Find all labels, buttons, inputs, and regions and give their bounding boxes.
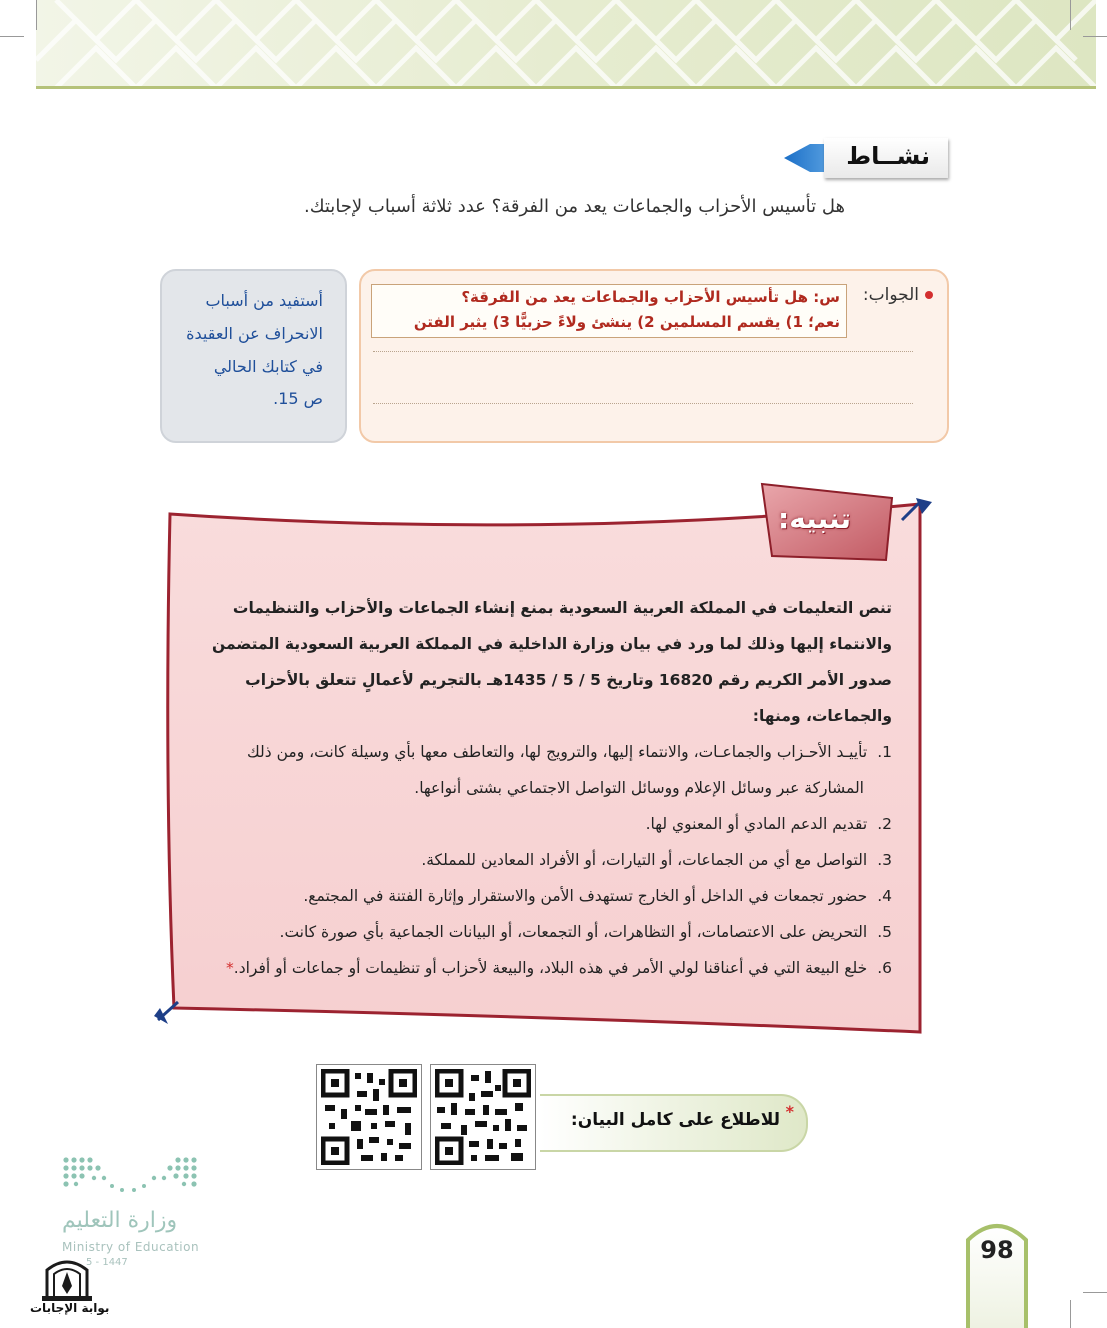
warning-panel xyxy=(150,480,940,1040)
side-note-line: أستفيد من أسباب xyxy=(205,291,323,310)
ministry-name-arabic: وزارة التعليم xyxy=(62,1208,178,1233)
answer-box xyxy=(359,269,949,443)
warning-intro: تنص التعليمات في المملكة العربية السعودية بمنع إنشاء الجماعات والأحزاب والتنظيمات والانتماء إليها وذلك لما ورد في بيان وزارة الداخلية في المملكة العربية السعودية المتضمن صدور الأمر الكريم رقم 16820 وتاريخ 5 / 5 / 1435هـ بالتجريم لأعمالٍ تتعلق بالأحزاب والجماعات، ومنها: xyxy=(212,599,892,725)
qr-code[interactable] xyxy=(430,1064,536,1170)
answer-text-line: نعم؛ 1) يقسم المسلمين 2) ينشئ ولاءً حزبيًّا 3) يثير الفتن xyxy=(413,313,840,331)
answer-field[interactable] xyxy=(371,284,847,338)
warning-title: تنبيه: xyxy=(778,502,851,535)
list-item: 6.خلع البيعة التي في أعناقنا لولي الأمر في هذه البلاد، والبيعة لأحزاب أو تنظيمات أو جماعات أو أفراد.* xyxy=(226,959,892,977)
side-note-line: الانحراف عن العقيدة xyxy=(186,324,323,343)
side-note-line: ص 15. xyxy=(273,389,323,408)
ministry-year: 5 - 1447 xyxy=(86,1257,128,1268)
list-item: 4.حضور تجمعات في الداخل أو الخارج تستهدف الأمن والاستقرار وإثارة الفتنة في المجتمع. xyxy=(303,887,892,905)
header-rule xyxy=(36,86,1096,89)
header-pattern-band xyxy=(36,0,1096,88)
side-note xyxy=(160,269,347,443)
page-number-tab xyxy=(964,1216,1030,1328)
qr-caption-text: للاطلاع على كامل البيان: xyxy=(570,1110,780,1130)
answer-dotted-line xyxy=(373,403,913,404)
crop-mark xyxy=(36,0,37,30)
crop-mark xyxy=(1070,1300,1071,1328)
portal-logo-icon xyxy=(32,1256,102,1328)
side-note-line: في كتابك الحالي xyxy=(213,357,323,376)
bullet-icon xyxy=(925,291,933,299)
qr-code[interactable] xyxy=(316,1064,422,1170)
ministry-name-english: Ministry of Education xyxy=(62,1240,200,1254)
list-item: 2.تقديم الدعم المادي أو المعنوي لها. xyxy=(645,815,892,833)
page-number: 98 xyxy=(980,1236,1014,1264)
activity-title: نشــاط xyxy=(846,142,930,170)
crop-mark xyxy=(1083,1292,1107,1293)
pushpin-icon xyxy=(154,1002,178,1024)
qr-caption: * للاطلاع على كامل البيان: xyxy=(540,1094,808,1152)
warning-body xyxy=(202,590,892,986)
list-item-continuation: المشاركة عبر وسائل الإعلام ووسائل التواصل الاجتماعي بشتى أنواعها. xyxy=(414,779,864,797)
activity-tag xyxy=(782,138,948,178)
list-item: 3.التواصل مع أي من الجماعات، أو التيارات، أو الأفراد المعادين للمملكة. xyxy=(421,851,892,869)
qr-code-icon xyxy=(321,1069,417,1165)
qr-code-icon xyxy=(435,1069,531,1165)
crop-mark xyxy=(0,36,24,37)
list-item: 1.تأييـد الأحـزاب والجماعـات، والانتماء إليها، والترويج لها، والتعاطف معها بأي وسيلة كانت، ومن ذلك xyxy=(246,743,892,761)
crop-mark xyxy=(1070,0,1071,30)
answer-label: الجواب: xyxy=(863,285,933,305)
crop-mark xyxy=(1083,36,1107,37)
list-item: 5.التحريض على الاعتصامات، أو التظاهرات، أو التجمعات، أو البيانات الجماعية بأي صورة كانت. xyxy=(279,923,892,941)
answer-text-line: س: هل تأسيس الأحزاب والجماعات يعد من الفرقة؟ xyxy=(461,288,840,306)
answer-dotted-line xyxy=(373,351,913,352)
portal-label: بوابة الإجابات xyxy=(30,1301,110,1315)
activity-question: هل تأسيس الأحزاب والجماعات يعد من الفرقة؟ عدد ثلاثة أسباب لإجابتك. xyxy=(303,196,845,217)
geometric-pattern-icon xyxy=(36,0,1096,88)
